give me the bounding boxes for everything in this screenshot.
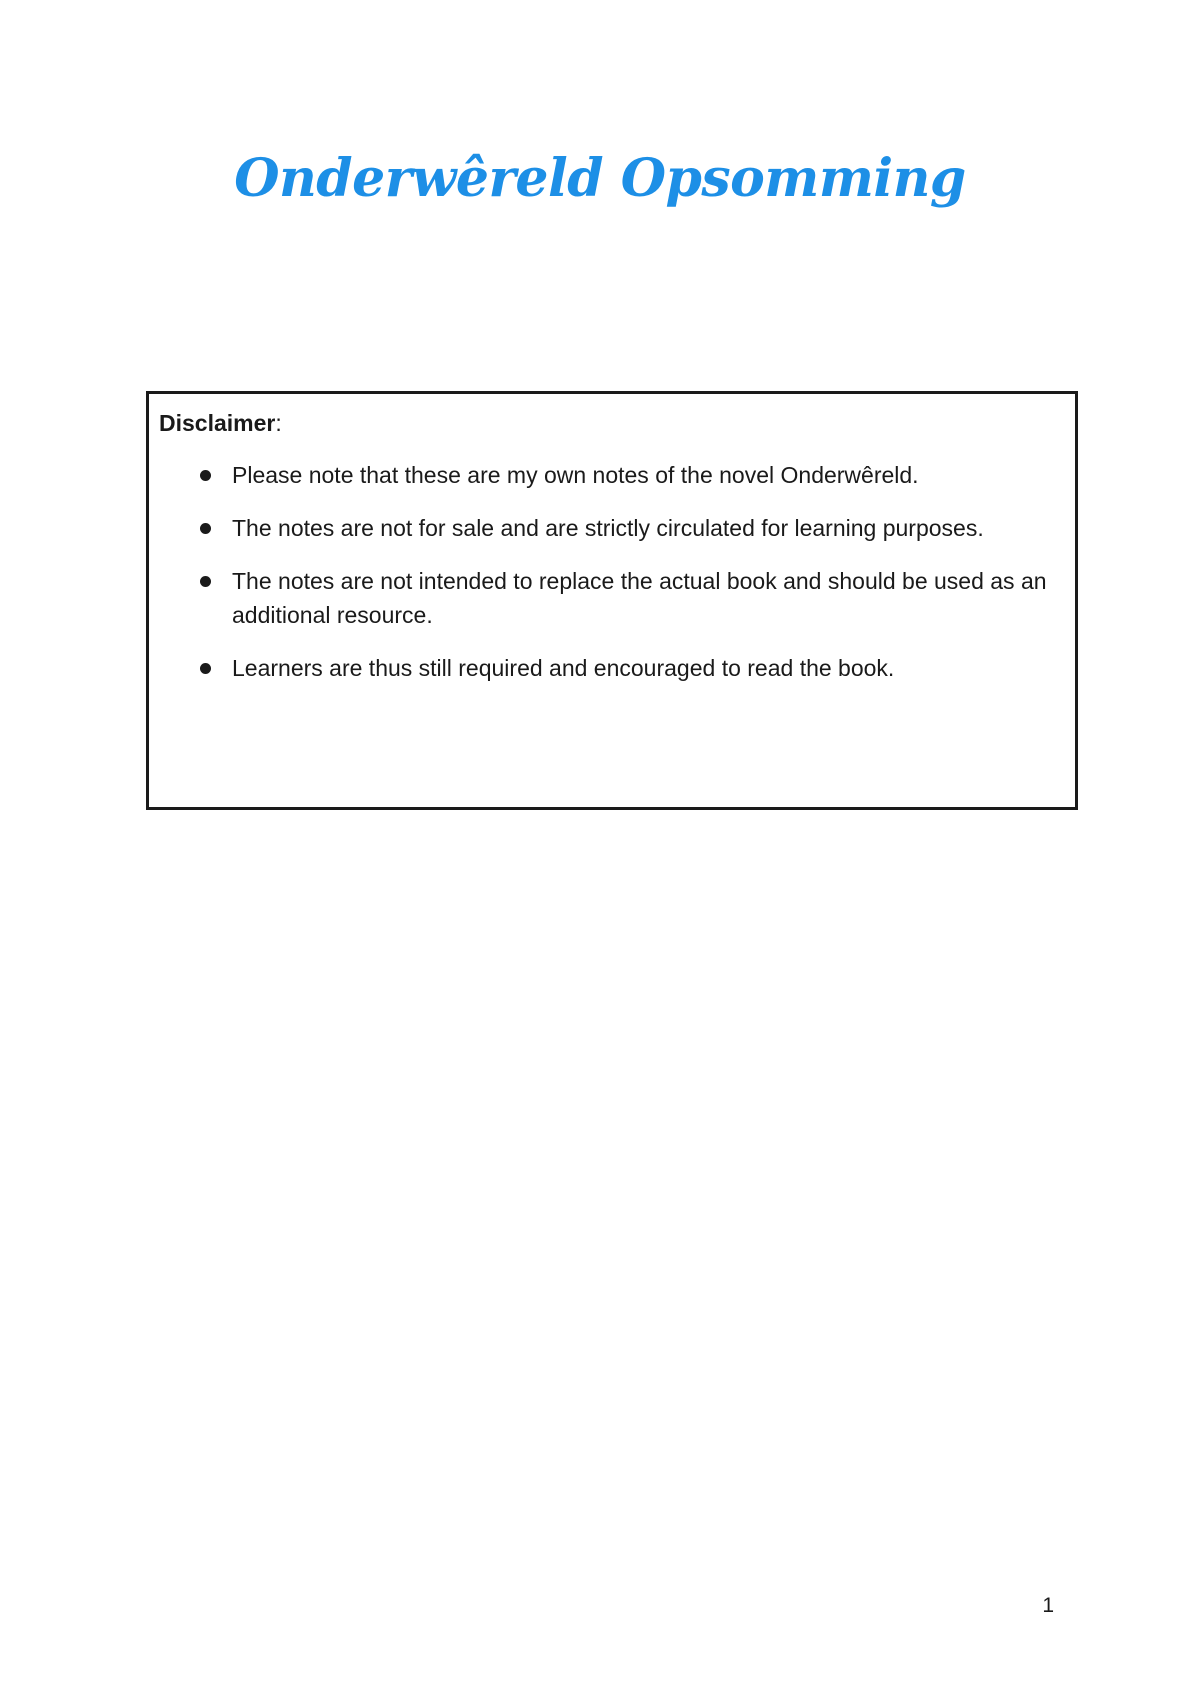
disclaimer-heading-label: Disclaimer	[159, 410, 276, 436]
disclaimer-heading	[159, 406, 1061, 440]
disclaimer-item-text: The notes are not for sale and are strictly circulated for learning purposes.	[232, 515, 984, 541]
disclaimer-list	[159, 458, 1061, 685]
disclaimer-heading-colon: :	[275, 410, 282, 436]
bullet-icon	[200, 663, 211, 674]
bullet-icon	[200, 470, 211, 481]
bullet-icon	[200, 576, 211, 587]
disclaimer-item-text: The notes are not intended to replace the actual book and should be used as an additional resource.	[232, 568, 1047, 628]
document-title: Onderwêreld Opsomming	[234, 148, 966, 209]
disclaimer-item-text: Learners are thus still required and encouraged to read the book.	[232, 655, 895, 681]
disclaimer-item-text: Please note that these are my own notes of the novel Onderwêreld.	[232, 462, 919, 488]
disclaimer-item	[159, 511, 1061, 545]
page-number: 1	[1042, 1594, 1054, 1617]
bullet-icon	[200, 523, 211, 534]
disclaimer-item	[159, 564, 1061, 632]
disclaimer-item	[159, 651, 1061, 685]
disclaimer-item	[159, 458, 1061, 492]
disclaimer-box	[146, 391, 1078, 810]
